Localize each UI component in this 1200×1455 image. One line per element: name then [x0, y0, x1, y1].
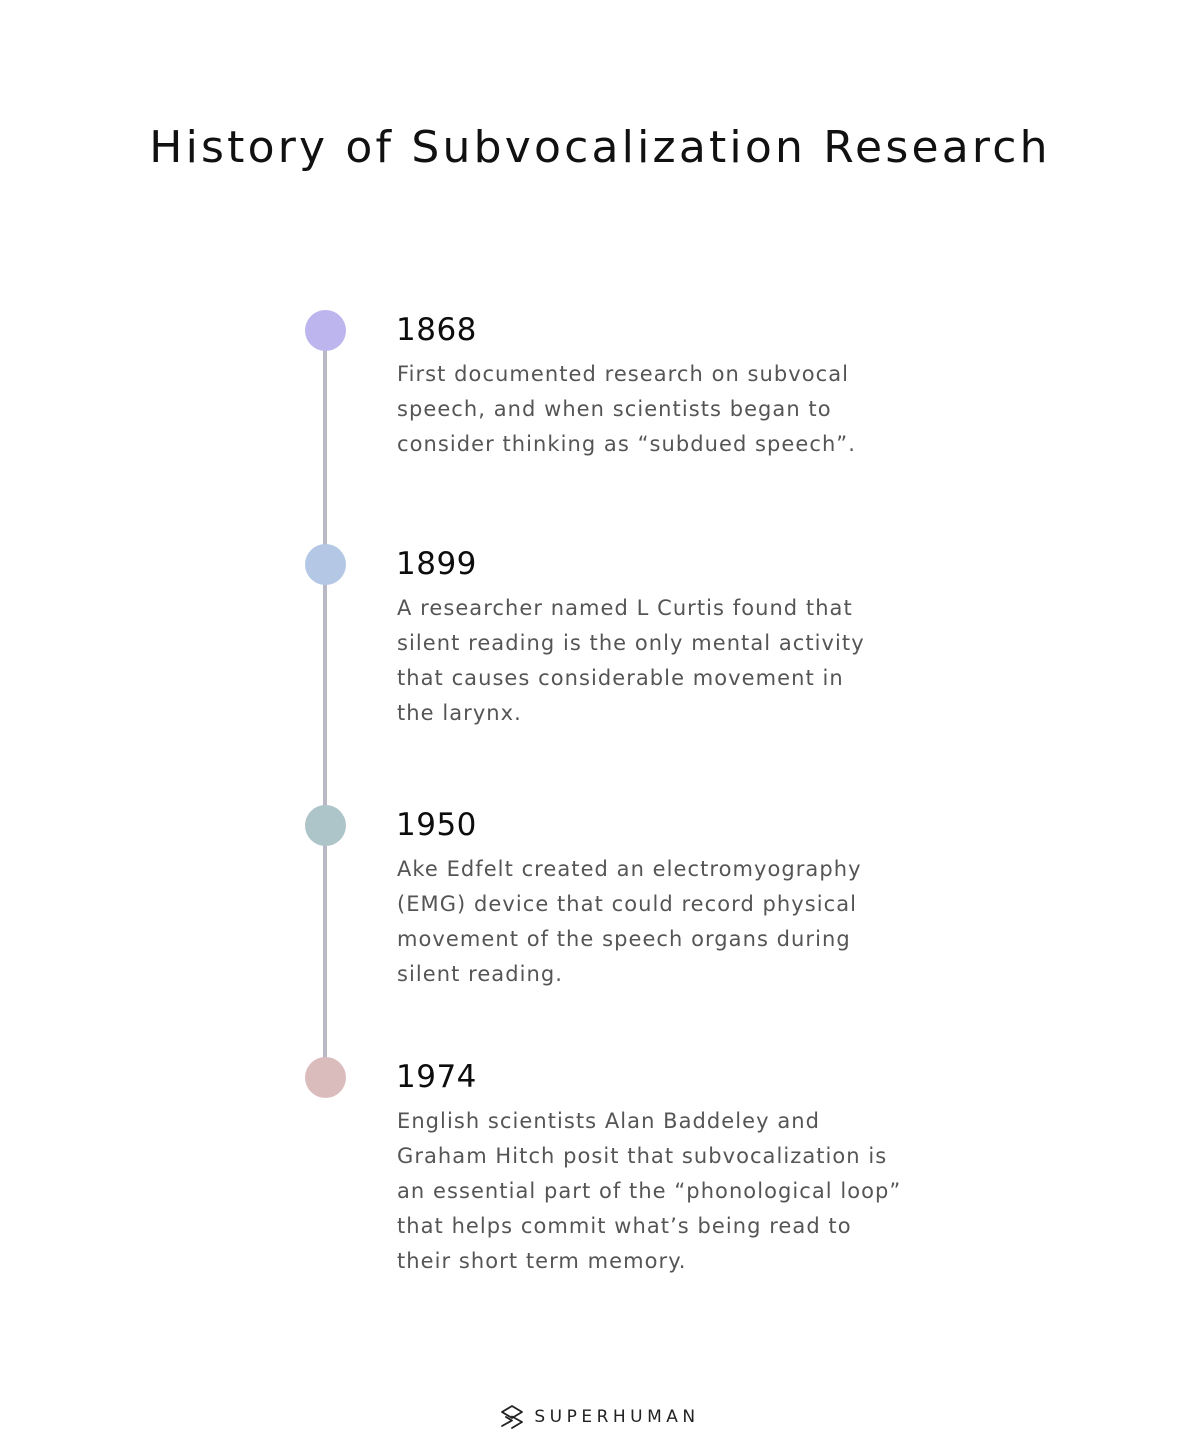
event-year: 1899	[396, 546, 477, 582]
timeline-dot-1868	[305, 310, 346, 351]
event-description: English scientists Alan Baddeley and Graham Hitch posit that subvocalization is an essential part of the “phonological loop” that helps commit what’s being read to their short term memory.	[397, 1109, 902, 1273]
event-year: 1868	[396, 312, 477, 348]
event-year: 1950	[396, 807, 477, 843]
timeline-entry	[396, 806, 966, 992]
event-description: First documented research on subvocal speech, and when scientists began to consider thinking as “subdued speech”.	[397, 362, 856, 456]
event-year: 1974	[396, 1059, 477, 1095]
timeline-line	[323, 330, 327, 1078]
timeline-dot-1899	[305, 544, 346, 585]
timeline-dot-1974	[305, 1057, 346, 1098]
event-description: A researcher named L Curtis found that silent reading is the only mental activity that causes considerable movement in the larynx.	[397, 596, 865, 725]
brand-name: SUPERHUMAN	[534, 1407, 700, 1427]
event-description: Ake Edfelt created an electromyography (EMG) device that could record physical movement of the speech organs during silent reading.	[397, 857, 862, 986]
superhuman-logo-icon	[500, 1404, 524, 1430]
timeline-entry	[396, 311, 966, 462]
timeline-entry	[396, 545, 966, 731]
timeline-dot-1950	[305, 805, 346, 846]
footer	[0, 1404, 1200, 1430]
timeline-entry	[396, 1058, 966, 1279]
page-title: History of Subvocalization Research	[149, 122, 1051, 173]
